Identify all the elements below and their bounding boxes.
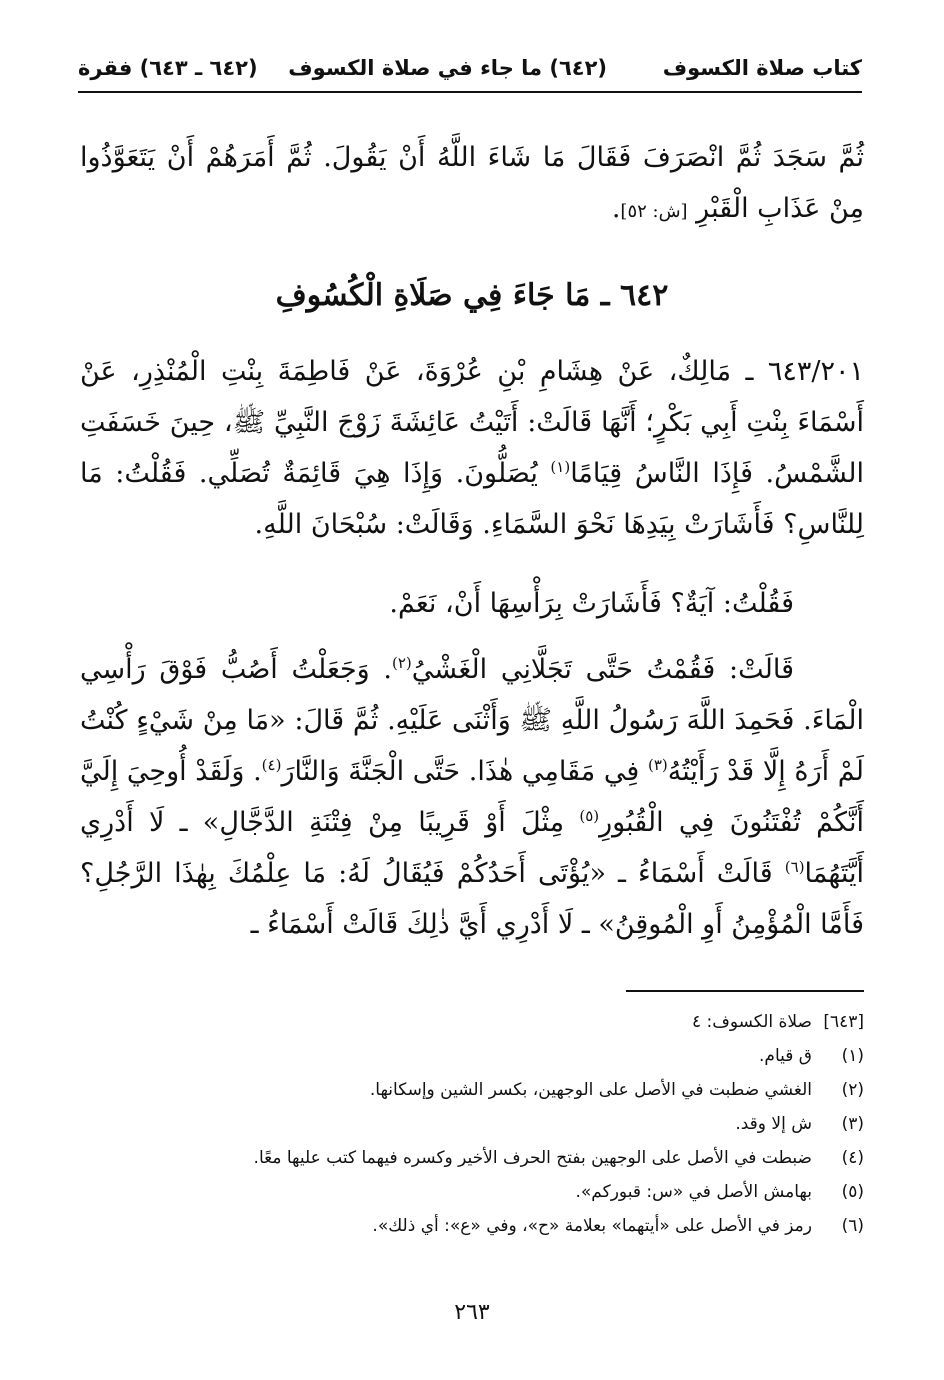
footnote-marker-6: (٦) <box>784 858 805 876</box>
paragraph-3: فَقُلْتُ: آيَةٌ؟ فَأَشَارَتْ بِرَأْسِهَا أَنْ، نَعَمْ. <box>389 588 794 619</box>
footnote-divider <box>626 990 864 992</box>
footnote-item <box>100 1141 864 1175</box>
footnotes-list <box>100 1005 864 1243</box>
footnote-text: بهامش الأصل في «س: قبوركم». <box>575 1182 812 1202</box>
footnote-text: ضبطت في الأصل على الوجهين بفتح الحرف الأخير وكسره فيهما كتب عليها معًا. <box>253 1148 812 1168</box>
paragraph-range: (٦٤٢ ـ ٦٤٣) فقرة <box>78 56 258 80</box>
book-title: كتاب صلاة الكسوف <box>662 56 862 80</box>
running-header <box>78 50 862 86</box>
footnote-marker-3: (٣) <box>647 756 668 774</box>
paragraph-2: ٦٤٣/٢٠١ ـ مَالِكٌ، عَنْ هِشَامِ بْنِ عُرْوَةَ، عَنْ فَاطِمَةَ بِنْتِ الْمُنْذِرِ، عَنْ أَسْمَاءَ بِنْتِ أَبِي بَكْرٍ؛ أَنَّهَا قَالَتْ: أَتَيْتُ عَائِشَةَ زَوْجَ النَّبِيِّ ﷺ، حِينَ خَسَفَتِ الشَّمْسُ. فَإِذَا النَّاسُ قِيَامًا$^{(١)}$ يُصَلُّونَ. وَإِذَا هِيَ قَائِمَةٌ تُصَلِّي. فَقُلْتُ: مَا لِلنَّاسِ؟ فَأَشَارَتْ بِيَدِهَا نَحْوَ السَّمَاءِ. وَقَالَتْ: سُبْحَانَ اللَّهِ. <box>80 356 864 540</box>
footnote-marker-1: (١) <box>550 458 571 476</box>
footnote-text: الغشي ضطبت في الأصل على الوجهين، بكسر الشين وإسكانها. <box>369 1080 812 1100</box>
header-divider <box>78 91 862 93</box>
footnote-number: (٤) <box>841 1148 864 1168</box>
footnote-marker-4: (٤) <box>261 756 282 774</box>
footnote-item <box>100 1005 864 1039</box>
footnote-number: (٢) <box>841 1080 864 1100</box>
paragraph-4: قَالَتْ: فَقُمْتُ حَتَّى تَجَلَّانِي الْغَشْيُ$^{(٢)}$. وَجَعَلْتُ أَصُبُّ فَوْقَ رَأْسِي الْمَاءَ. فَحَمِدَ اللَّهَ رَسُولُ اللَّهِ ﷺ وَأَثْنَى عَلَيْهِ. ثُمَّ قَالَ: «مَا مِنْ شَيْءٍ كُنْتُ لَمْ أَرَهُ إِلَّا قَدْ رَأَيْتُهُ$^{(٣)}$ فِي مَقَامِي هٰذَا. حَتَّى الْجَنَّةَ وَالنَّارَ$^{(٤)}$. وَلَقَدْ أُوحِيَ إِلَيَّ أَنَّكُمْ تُفْتَنُونَ فِي الْقُبُورِ$^{(٥)}$ مِثْلَ أَوْ قَرِيبًا مِنْ فِتْنَةِ الدَّجَّالِ» ـ لَا أَدْرِي أَيَّتَهُمَا$^{(٦)}$ قَالَتْ أَسْمَاءُ ـ «يُؤْتَى أَحَدُكُمْ فَيُقَالُ لَهُ: مَا عِلْمُكَ بِهٰذَا الرَّجُلِ؟ فَأَمَّا الْمُؤْمِنُ أَوِ الْمُوقِنُ» ـ لَا أَدْرِي أَيَّ ذٰلِكَ قَالَتْ أَسْمَاءُ ـ <box>80 654 864 940</box>
footnote-text: رمز في الأصل على «أيتهما» بعلامة «ح»، وفي «ع»: أي ذلك». <box>372 1216 812 1236</box>
chapter-title: (٦٤٢) ما جاء في صلاة الكسوف <box>288 56 607 80</box>
footnote-number: [٦٤٣] <box>823 1012 864 1032</box>
footnote-number: (٥) <box>841 1182 864 1202</box>
footnote-item <box>100 1175 864 1209</box>
page-number: ٢٦٣ <box>454 1300 490 1325</box>
footnote-text: ق قيام. <box>759 1046 812 1066</box>
source-reference: [ش: ٥٢] <box>620 201 688 222</box>
footnote-item <box>100 1209 864 1243</box>
footnote-item <box>100 1107 864 1141</box>
footnote-marker-5: (٥) <box>579 807 600 825</box>
footnote-number: (٦) <box>841 1216 864 1236</box>
footnote-text: صلاة الكسوف: ٤ <box>691 1012 812 1032</box>
footnote-item <box>100 1039 864 1073</box>
footnote-number: (٣) <box>841 1114 864 1134</box>
paragraph-1: ثُمَّ سَجَدَ ثُمَّ انْصَرَفَ فَقَالَ مَا شَاءَ اللَّهُ أَنْ يَقُولَ. ثُمَّ أَمَرَهُمْ أَنْ يَتَعَوَّذُوا مِنْ عَذَابِ الْقَبْرِ [ش: ٥٢]. <box>80 142 864 224</box>
section-heading: ٦٤٢ ـ مَا جَاءَ فِي صَلَاةِ الْكُسُوفِ <box>275 278 669 313</box>
footnote-item <box>100 1073 864 1107</box>
footnote-marker-2: (٢) <box>392 654 412 672</box>
footnote-text: ش إلا وقد. <box>735 1114 812 1134</box>
footnote-number: (١) <box>841 1046 864 1066</box>
